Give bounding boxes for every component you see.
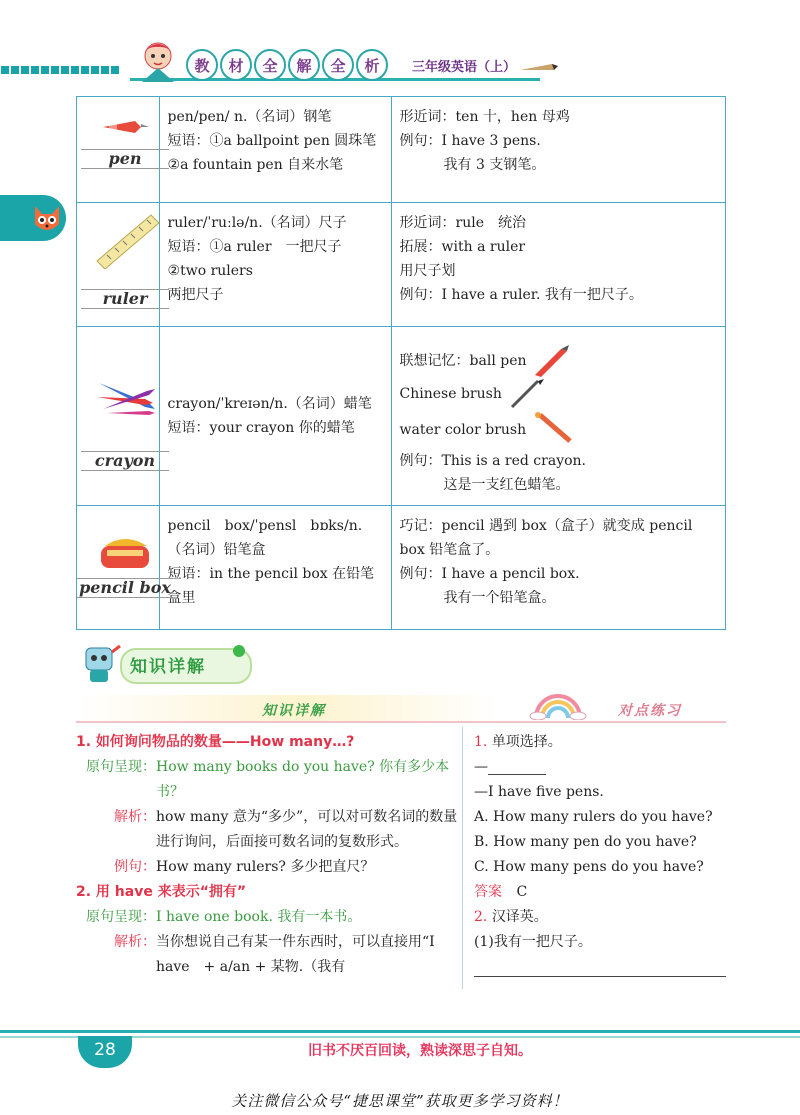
knowledge-left-column bbox=[76, 730, 458, 980]
subheader-left: 知识详解 bbox=[262, 703, 326, 719]
answer bbox=[474, 880, 729, 905]
label-analysis: 解析： bbox=[114, 809, 156, 825]
vocab-def-line: ruler/ˈruːlə/n.（名词）尺子 bbox=[167, 215, 347, 231]
question-line: —I have five pens. bbox=[474, 784, 604, 800]
vocab-def-line: 两把尺子 bbox=[167, 287, 224, 303]
example-text: How many rulers? 多少把直尺？ bbox=[156, 859, 375, 875]
option-b[interactable]: B. How many pen do you have? bbox=[474, 834, 697, 850]
original-sentence bbox=[76, 755, 458, 805]
water-color-brush-icon bbox=[530, 411, 576, 449]
vocab-table bbox=[76, 96, 726, 630]
header-title bbox=[186, 49, 388, 81]
original-sentence bbox=[76, 905, 458, 930]
original-text: How many books do you have? 你有多少本书？ bbox=[156, 759, 450, 800]
answer-value: C bbox=[516, 884, 528, 900]
question-2-title bbox=[474, 905, 729, 930]
original-text: I have one book. 我有一本书。 bbox=[156, 909, 362, 925]
vocab-ext-line: 用尺子划 bbox=[399, 263, 456, 279]
vocab-ext-line: 这是一支红色蜡笔。 bbox=[443, 477, 570, 493]
label-analysis: 解析： bbox=[114, 934, 156, 950]
vocab-ext-line: 形近词：ten 十，hen 母鸡 bbox=[399, 109, 570, 125]
bottom-note: 关注微信公众号“捷思课堂”获取更多学习资料！ bbox=[231, 1092, 569, 1110]
association-ball-pen bbox=[400, 345, 717, 377]
vocab-ext-line: 例句：I have a pencil box. bbox=[399, 566, 580, 582]
example bbox=[76, 855, 458, 880]
vocab-definition bbox=[159, 327, 391, 506]
practice-right-column bbox=[474, 730, 729, 955]
header-title-char: 材 bbox=[220, 49, 252, 81]
pencil-box-icon bbox=[97, 532, 157, 572]
question-number: 1. bbox=[474, 734, 488, 750]
vocab-def-line: 短语：your crayon 你的蜡笔 bbox=[167, 420, 355, 436]
header-title-char: 教 bbox=[186, 49, 218, 81]
vocab-def-line: 短语：in the pencil box 在铅笔盒里 bbox=[167, 566, 375, 606]
association-water-color-brush bbox=[400, 411, 717, 449]
vocab-ext-line: 我有 3 支钢笔。 bbox=[443, 157, 546, 173]
vocab-word-label: pencil box bbox=[79, 578, 171, 597]
vocab-ext-line: 例句：This is a red crayon. bbox=[399, 453, 586, 469]
blank-input[interactable] bbox=[488, 760, 546, 775]
translation-item: (1)我有一把尺子。 bbox=[474, 934, 592, 950]
question-title: 汉译英。 bbox=[491, 909, 548, 925]
pen-icon bbox=[101, 117, 151, 137]
header-pattern bbox=[0, 60, 135, 80]
vocab-word-label: ruler bbox=[102, 289, 148, 308]
association-chinese-brush bbox=[400, 377, 717, 411]
vocab-ext-line: 例句：I have a ruler. 我有一把尺子。 bbox=[399, 287, 643, 303]
answer-label: 答案 bbox=[474, 884, 502, 900]
robot-mascot-icon bbox=[78, 642, 124, 684]
vocab-ext-line: water color brush bbox=[399, 422, 527, 438]
ruler-icon bbox=[95, 213, 161, 269]
analysis bbox=[76, 930, 458, 980]
rainbow-cloud-icon bbox=[528, 690, 588, 720]
label-example: 例句： bbox=[114, 859, 156, 875]
vocab-ext-line: 拓展：with a ruler bbox=[399, 239, 526, 255]
chinese-brush-icon bbox=[506, 377, 546, 411]
vocab-row-pencil-box bbox=[77, 506, 726, 630]
vocab-def-line: pen/pen/ n.（名词）钢笔 bbox=[167, 109, 332, 125]
vocab-row-crayon bbox=[77, 327, 726, 506]
vocab-picture-cell bbox=[77, 327, 160, 506]
mascot-girl-icon bbox=[132, 38, 184, 84]
vocab-def-line: 短语：①a ruler 一把尺子 bbox=[167, 239, 342, 255]
vocab-row-ruler bbox=[77, 203, 726, 327]
vocab-definition bbox=[159, 97, 391, 203]
vocab-def-line: ②two rulers bbox=[167, 263, 253, 279]
question-number: 2. bbox=[474, 909, 488, 925]
fox-face-icon bbox=[32, 202, 62, 234]
answer-line[interactable] bbox=[474, 976, 726, 977]
question-blank-line bbox=[474, 755, 729, 780]
label-original: 原句呈现： bbox=[86, 759, 156, 775]
page-number: 28 bbox=[94, 1040, 116, 1060]
knowledge-heading: 2. 用 have 来表示“拥有” bbox=[76, 884, 247, 900]
ball-pen-icon bbox=[531, 345, 571, 377]
subheader-right: 对点练习 bbox=[618, 703, 682, 719]
vocab-ext-line: 联想记忆：ball pen bbox=[399, 353, 527, 369]
vocab-extension bbox=[391, 327, 725, 506]
footer-motto: 旧书不厌百回读，熟读深思子自知。 bbox=[308, 1043, 532, 1059]
vocab-ext-line: 形近词：rule 统治 bbox=[399, 215, 527, 231]
analysis-text: 当你想说自己有某一件东西时，可以直接用“I have + a/an + 某物.（我有 bbox=[156, 934, 435, 975]
vocab-definition bbox=[159, 203, 391, 327]
vocab-picture-cell bbox=[77, 97, 160, 203]
header-title-char: 解 bbox=[288, 49, 320, 81]
question-1-title bbox=[474, 730, 729, 755]
vocab-extension bbox=[391, 506, 725, 630]
knowledge-heading: 1. 如何询问物品的数量——How many…? bbox=[76, 734, 355, 750]
banner-dot bbox=[233, 645, 245, 657]
vocab-ext-line: 巧记：pencil 遇到 box（盒子）就变成 pencil box 铅笔盒了。 bbox=[399, 518, 693, 558]
analysis-text: how many 意为“多少”，可以对可数名词的数量进行询问，后面接可数名词的复数形式。 bbox=[156, 809, 458, 850]
section-title: 知识详解 bbox=[130, 657, 206, 677]
crayons-icon bbox=[95, 373, 159, 417]
footer-rule bbox=[0, 1030, 800, 1033]
vocab-definition bbox=[159, 506, 391, 630]
vocab-ext-line: 例句：I have 3 pens. bbox=[399, 133, 541, 149]
vocab-ext-line: Chinese brush bbox=[399, 386, 502, 402]
vocab-picture-cell bbox=[77, 203, 160, 327]
vocab-def-line: 短语：①a ballpoint pen 圆珠笔 bbox=[167, 133, 377, 149]
vocab-row-pen bbox=[77, 97, 726, 203]
header-title-char: 全 bbox=[322, 49, 354, 81]
vocab-def-line: crayon/ˈkreɪən/n.（名词）蜡笔 bbox=[167, 396, 372, 412]
header-title-char: 析 bbox=[356, 49, 388, 81]
dash: — bbox=[474, 759, 488, 775]
vocab-ext-line: 我有一个铅笔盒。 bbox=[443, 590, 556, 606]
vocab-word-label: pen bbox=[108, 149, 142, 168]
vocab-def-line: pencil box/ˈpensl bɒks/n.（名词）铅笔盒 bbox=[167, 518, 363, 558]
column-divider bbox=[462, 727, 463, 989]
header-title-char: 全 bbox=[254, 49, 286, 81]
analysis bbox=[76, 805, 458, 855]
option-c[interactable]: C. How many pens do you have? bbox=[474, 859, 704, 875]
vocab-def-line: ②a fountain pen 自来水笔 bbox=[167, 157, 344, 173]
label-original: 原句呈现： bbox=[86, 909, 156, 925]
header-grade: 三年级英语（上） bbox=[412, 60, 517, 75]
question-title: 单项选择。 bbox=[491, 734, 562, 750]
option-a[interactable]: A. How many rulers do you have? bbox=[474, 809, 713, 825]
pencil-icon bbox=[520, 62, 560, 72]
vocab-extension bbox=[391, 97, 725, 203]
vocab-extension bbox=[391, 203, 725, 327]
vocab-picture-cell bbox=[77, 506, 171, 630]
vocab-word-label: crayon bbox=[94, 451, 156, 470]
